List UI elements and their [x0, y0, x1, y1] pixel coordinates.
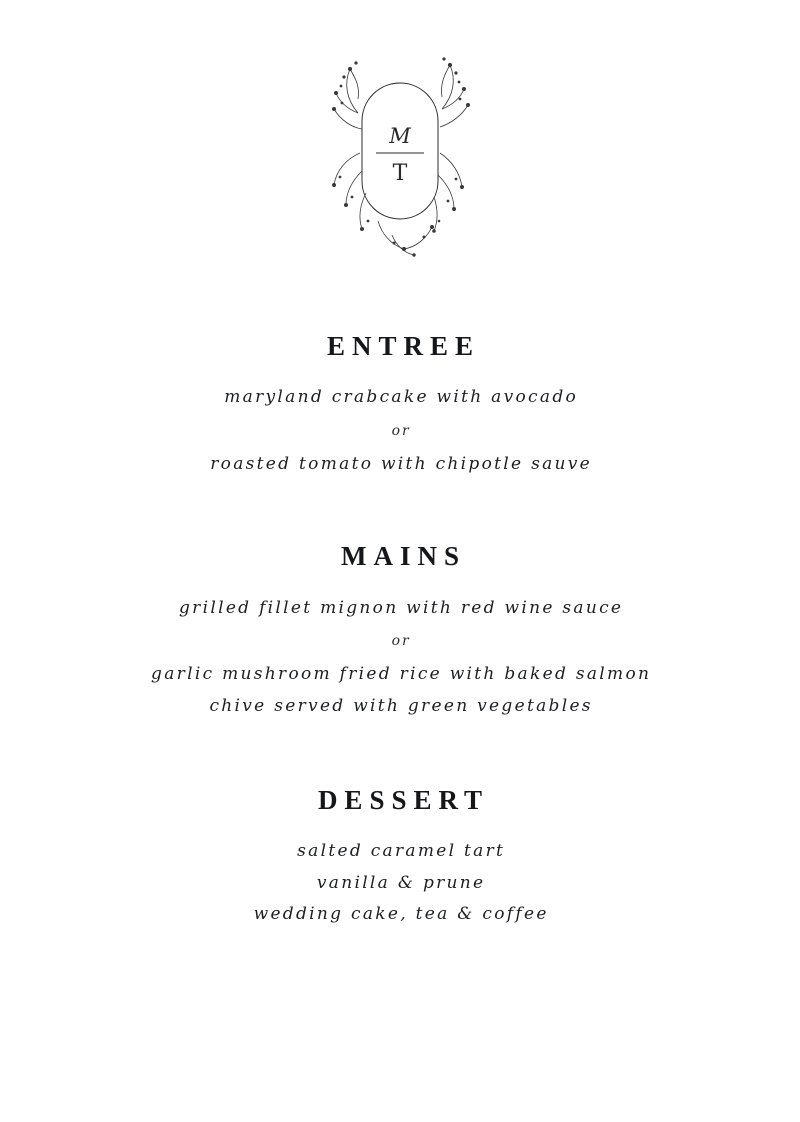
menu-item: garlic mushroom fried rice with baked salmon — [151, 664, 652, 685]
crest-initial-bottom: T — [392, 161, 408, 186]
menu-item: chive served with green vegetables — [209, 695, 593, 716]
crest-initial-top: M — [389, 124, 411, 148]
menu-section-dessert — [0, 784, 800, 931]
section-items-dessert — [0, 836, 800, 930]
section-title-entree: ENTREE — [326, 331, 481, 361]
menu-item: wedding cake, tea & coffee — [253, 904, 549, 925]
menu-item: roasted tomato with chipotle sauve — [210, 453, 593, 474]
section-title-dessert: DESSERT — [317, 784, 490, 815]
oval-frame — [362, 83, 438, 219]
section-title-mains: MAINS — [340, 541, 466, 572]
menu-item: grilled fillet mignon with red wine sauce — [179, 597, 624, 618]
menu-section-entree — [0, 330, 800, 480]
menu-item: salted caramel tart — [297, 841, 506, 862]
menu-section-mains — [0, 540, 800, 722]
section-items-mains — [0, 593, 800, 722]
menu-item-divider: or — [391, 422, 411, 439]
menu-item-divider: or — [391, 633, 411, 650]
menu-item: vanilla & prune — [316, 872, 486, 893]
section-items-entree — [0, 382, 800, 480]
monogram-crest — [0, 38, 800, 268]
menu-item: maryland crabcake with avocado — [224, 387, 579, 408]
menu-sections — [0, 330, 800, 931]
crest-artwork — [300, 43, 500, 263]
wreath-sprigs — [334, 65, 468, 255]
